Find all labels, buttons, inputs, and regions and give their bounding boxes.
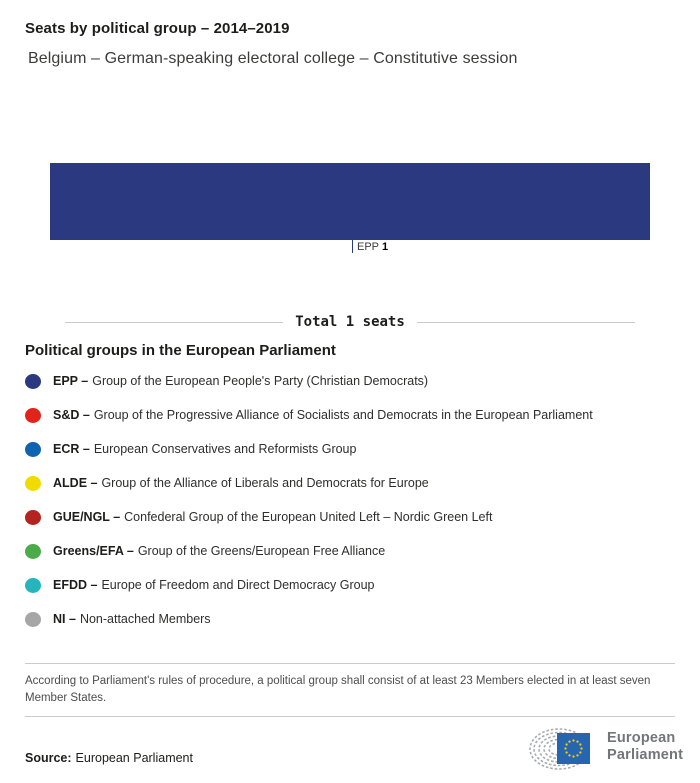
- tick-group-label: EPP: [357, 241, 380, 253]
- legend-label: ECR –: [53, 442, 90, 456]
- eu-flag-icon: [557, 733, 590, 764]
- sd-color-dot-icon: [25, 408, 41, 423]
- source-value: European Parliament: [75, 751, 193, 765]
- ep-logo-line1: European: [607, 730, 676, 747]
- ep-logo-line2: Parliament: [607, 747, 684, 763]
- ep-hemicycle-icon: [527, 723, 601, 771]
- legend: [25, 364, 675, 636]
- legend-item-sd: [25, 398, 675, 432]
- european-parliament-logo: [527, 723, 683, 771]
- footnote-text: According to Parliament's rules of procedure, a political group shall consist of at least 23 Members elected in at least seven Member States.: [25, 675, 651, 704]
- legend-desc: Confederal Group of the European United Left – Nordic Green Left: [124, 510, 493, 524]
- legend-item-epp: [25, 364, 675, 398]
- legend-label: Greens/EFA –: [53, 544, 134, 558]
- legend-desc: Group of the European People's Party (Christian Democrats): [92, 374, 429, 388]
- efdd-color-dot-icon: [25, 578, 41, 593]
- epp-color-dot-icon: [25, 374, 41, 389]
- legend-desc: Group of the Alliance of Liberals and Democrats for Europe: [101, 476, 429, 490]
- legend-label: GUE/NGL –: [53, 510, 121, 524]
- page-subtitle: Belgium – German-speaking electoral college – Constitutive session: [28, 50, 518, 67]
- legend-label: EPP –: [53, 374, 89, 388]
- legend-desc: Non-attached Members: [79, 612, 211, 626]
- legend-label: EFDD –: [53, 578, 98, 592]
- total-rule-left: [65, 322, 283, 323]
- source-line: [25, 751, 193, 765]
- source-label: Source:: [25, 751, 72, 765]
- tick-seat-value: 1: [382, 241, 389, 253]
- legend-label: S&D –: [53, 408, 90, 422]
- legend-label: ALDE –: [53, 476, 98, 490]
- legend-item-efdd: [25, 568, 675, 602]
- greensefa-color-dot-icon: [25, 544, 41, 559]
- legend-heading: Political groups in the European Parliament: [25, 342, 336, 359]
- footnote-divider-bottom: [25, 716, 675, 717]
- legend-label: NI –: [53, 612, 76, 626]
- legend-desc: European Conservatives and Reformists Group: [93, 442, 357, 456]
- legend-item-ni: [25, 602, 675, 636]
- legend-desc: Group of the Greens/European Free Alliance: [137, 544, 386, 558]
- legend-item-guengl: [25, 500, 675, 534]
- total-seats-label: Total 1 seats: [295, 314, 405, 330]
- ecr-color-dot-icon: [25, 442, 41, 457]
- ep-logo-wordmark: [607, 730, 683, 763]
- ni-color-dot-icon: [25, 612, 41, 627]
- legend-desc: Group of the Progressive Alliance of Socialists and Democrats in the European Parliament: [93, 408, 593, 422]
- page-title: Seats by political group – 2014–2019: [25, 20, 290, 37]
- alde-color-dot-icon: [25, 476, 41, 491]
- bar-tick-mark: [352, 240, 353, 253]
- guengl-color-dot-icon: [25, 510, 41, 525]
- legend-desc: Europe of Freedom and Direct Democracy Group: [101, 578, 375, 592]
- footnote-divider-top: [25, 663, 675, 664]
- total-rule-right: [417, 322, 635, 323]
- legend-item-greensefa: [25, 534, 675, 568]
- bar-segment-epp: [50, 163, 650, 240]
- legend-item-alde: [25, 466, 675, 500]
- seats-bar-chart: [50, 163, 650, 240]
- bar-tick-label: [357, 241, 388, 253]
- legend-item-ecr: [25, 432, 675, 466]
- total-seats-row: [25, 313, 675, 331]
